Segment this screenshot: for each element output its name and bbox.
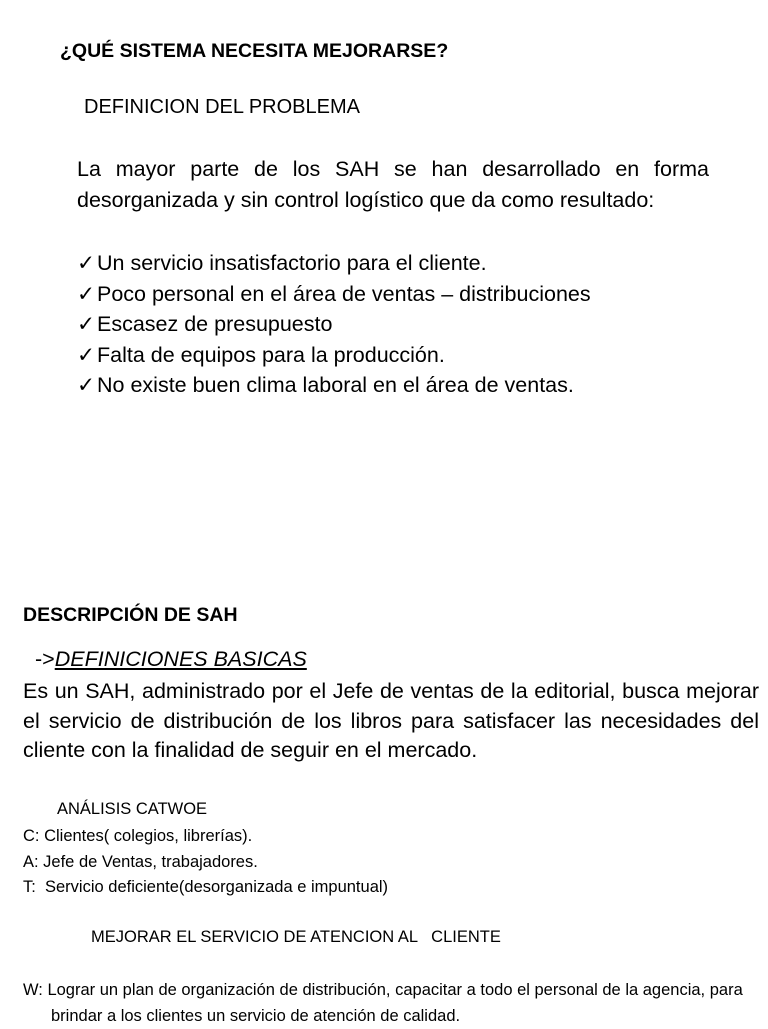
- checkmark-icon: ✓: [77, 251, 96, 275]
- section-title-system: ¿QUÉ SISTEMA NECESITA MEJORARSE?: [60, 40, 449, 62]
- description-paragraph: Es un SAH, administrado por el Jefe de ventas de la editorial, busca mejorar el servicio de distribución de los libros para satisfacer las necesidades del cliente con la finalidad de seguir en el mercado.: [23, 679, 759, 762]
- checkmark-icon: ✓: [77, 342, 96, 367]
- checkmark-icon: ✓: [77, 312, 96, 336]
- checklist-item: [77, 309, 591, 340]
- problem-definition-heading: DEFINICION DEL PROBLEMA: [84, 96, 360, 118]
- catwoe-item: T: Servicio deficiente(desorganizada e impuntual): [23, 878, 389, 896]
- checkmark-icon: ✓: [77, 281, 96, 306]
- checklist-item: [77, 279, 591, 310]
- checklist-item-text: Escasez de presupuesto: [97, 312, 333, 336]
- catwoe-list: [23, 824, 388, 901]
- weltanschauung-paragraph: W: Lograr un plan de organización de distribución, capacitar a todo el personal de la agencia, para brindar a los clientes un servicio de atención de calidad.: [23, 981, 743, 1025]
- transformation-title: MEJORAR EL SERVICIO DE ATENCION AL CLIENTE: [91, 928, 501, 946]
- checklist-item-text: No existe buen clima laboral en el área de ventas.: [97, 373, 574, 397]
- checkmark-icon: ✓: [77, 373, 96, 397]
- checklist-item: [77, 340, 591, 371]
- problem-checklist: [77, 248, 591, 401]
- catwoe-title: ANÁLISIS CATWOE: [57, 800, 208, 818]
- checklist-item-text: Un servicio insatisfactorio para el cliente.: [97, 251, 487, 275]
- problem-paragraph: La mayor parte de los SAH se han desarrollado en forma desorganizada y sin control logístico que da como resultado:: [77, 157, 709, 212]
- arrow-prefix: ->: [35, 647, 55, 671]
- definitions-link[interactable]: DEFINICIONES BASICAS: [54, 647, 307, 671]
- checklist-item: [77, 370, 591, 401]
- catwoe-item: C: Clientes( colegios, librerías).: [23, 827, 253, 845]
- definitions-heading: [35, 647, 307, 672]
- checklist-item-text: Falta de equipos para la producción.: [97, 342, 445, 367]
- checklist-item-text: Poco personal en el área de ventas – distribuciones: [97, 281, 591, 306]
- section-title-description: DESCRIPCIÓN DE SAH: [23, 604, 238, 626]
- checklist-item: [77, 248, 591, 279]
- catwoe-item: A: Jefe de Ventas, trabajadores.: [23, 852, 258, 871]
